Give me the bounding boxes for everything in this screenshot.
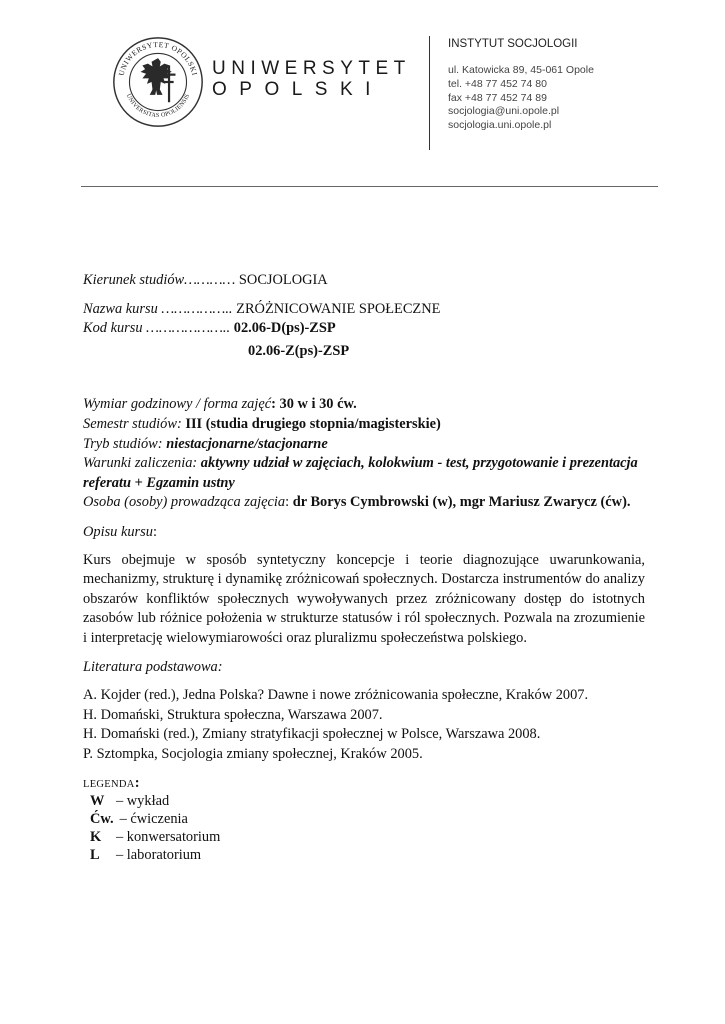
literatura-item: H. Domański, Struktura społeczna, Warszawa 2007. [83,706,383,723]
kod-label: Kod kursu ……………….. [83,320,231,337]
wymiar-label: Wymiar godzinowy / forma zajęć [83,396,272,413]
header-rule [81,186,658,187]
university-seal [112,36,204,128]
opis-text: Kurs obejmuje w sposób syntetyczny koncepcje i teorie diagnozujące uwarunkowania, mechanizmy, strukturę i dynamikę zróżnicowań społecznych. Dostarcza instrumentów do analizy obszarów konfliktów społecznych wywoływanych przez zróżnicowany dostęp do istotnych zasobów lub różnice położenia w strukturze statusów i ról społecznych. Pozwala na zrozumienie i interpretację wielowymiarowości oraz pluralizmu społeczeństwa polskiego. [83,551,645,646]
literatura-item: P. Sztompka, Socjologia zmiany społecznej, Kraków 2005. [83,745,423,762]
legenda-heading [83,776,645,792]
osoba-sep: : [285,494,290,511]
svg-text:UNIVERSITAS OPOLIENSIS: UNIVERSITAS OPOLIENSIS [124,93,192,119]
semestr-label: Semestr studiów: [83,415,182,432]
field-kierunek [83,271,645,291]
opis-heading [83,523,645,543]
institute-name: INSTYTUT SOCJOLOGII [448,38,578,50]
warunki-value-2: referatu + Egzamin ustny [83,474,235,491]
nazwa-label: Nazwa kursu …………….. [83,300,233,317]
warunki-value-1: aktywny udział w zajęciach, kolokwium - test, przygotowanie i prezentacja [200,455,638,472]
field-tryb [83,435,645,455]
field-kod-2 [83,342,645,362]
field-osoba [83,493,645,513]
svg-text:UNIWERSYTET OPOLSKI: UNIWERSYTET OPOLSKI [116,39,200,77]
field-nazwa [83,300,645,320]
logo-line-1: UNIWERSYTET [212,58,411,79]
eagle-icon [141,58,172,95]
semestr-value: III (studia drugiego stopnia/magisterskie) [185,415,441,432]
opis-heading-colon: : [152,523,157,540]
kierunek-value: SOCJOLOGIA [238,272,328,288]
fax: fax +48 77 452 74 89 [448,91,547,104]
literatura-heading: Literatura podstawowa: [83,658,223,675]
field-wymiar [83,395,645,415]
literatura-item: A. Kojder (red.), Jedna Polska? Dawne i nowe zróżnicowania społeczne, Kraków 2007. [83,687,589,704]
university-logo-text [212,58,411,100]
course-sheet [83,271,645,864]
opis-heading-text: Opisu kursu [83,523,153,540]
header-divider [429,36,430,150]
legenda-list [83,792,645,864]
field-kod [83,319,645,339]
legenda-desc: – laboratorium [116,847,202,864]
field-warunki [83,454,645,474]
email-link[interactable]: socjologia@uni.opole.pl [448,105,560,118]
legenda-desc: – ćwiczenia [116,811,188,828]
address: ul. Katowicka 89, 45-061 Opole [448,64,594,76]
tryb-value: niestacjonarne/stacjonarne [166,435,328,452]
field-semestr [83,415,645,435]
legenda-key: W [90,793,105,810]
nazwa-value: ZRÓŻNICOWANIE SPOŁECZNE [236,300,441,317]
legenda-heading-text: LEGENDA [83,779,135,791]
warunki-label: Warunki zaliczenia: [83,455,198,472]
literatura-item: H. Domański (red.), Zmiany stratyfikacji społecznej w Polsce, Warszawa 2008. [83,726,541,743]
legenda-key: Ćw. [90,811,114,828]
legenda-item [83,828,645,846]
kierunek-label: Kierunek studiów………… [83,272,236,288]
kod-value-1: 02.06-D(ps)-ZSP [233,320,336,337]
legenda-item [83,810,645,828]
literatura-list [83,686,645,764]
field-warunki-2 [83,474,645,494]
osoba-value: dr Borys Cymbrowski (w), mgr Mariusz Zwarycz (ćw). [292,494,631,511]
legenda-colon: : [134,775,140,792]
logo-line-2: OPOLSKI [212,79,383,100]
legenda-key: L [90,847,100,864]
legenda-item [83,792,645,810]
tryb-label: Tryb studiów: [83,435,163,452]
kod-value-2: 02.06-Z(ps)-ZSP [248,342,350,359]
wymiar-value: : 30 w i 30 ćw. [271,396,357,413]
contact-block [448,64,594,133]
legenda-desc: – konwersatorium [116,829,221,846]
legenda-key: K [90,829,102,846]
legenda-desc: – wykład [116,793,170,810]
legenda-item [83,846,645,864]
phone: tel. +48 77 452 74 80 [448,77,547,90]
website-link[interactable]: socjologia.uni.opole.pl [448,119,552,132]
osoba-label: Osoba (osoby) prowadząca zajęcia [83,494,286,511]
